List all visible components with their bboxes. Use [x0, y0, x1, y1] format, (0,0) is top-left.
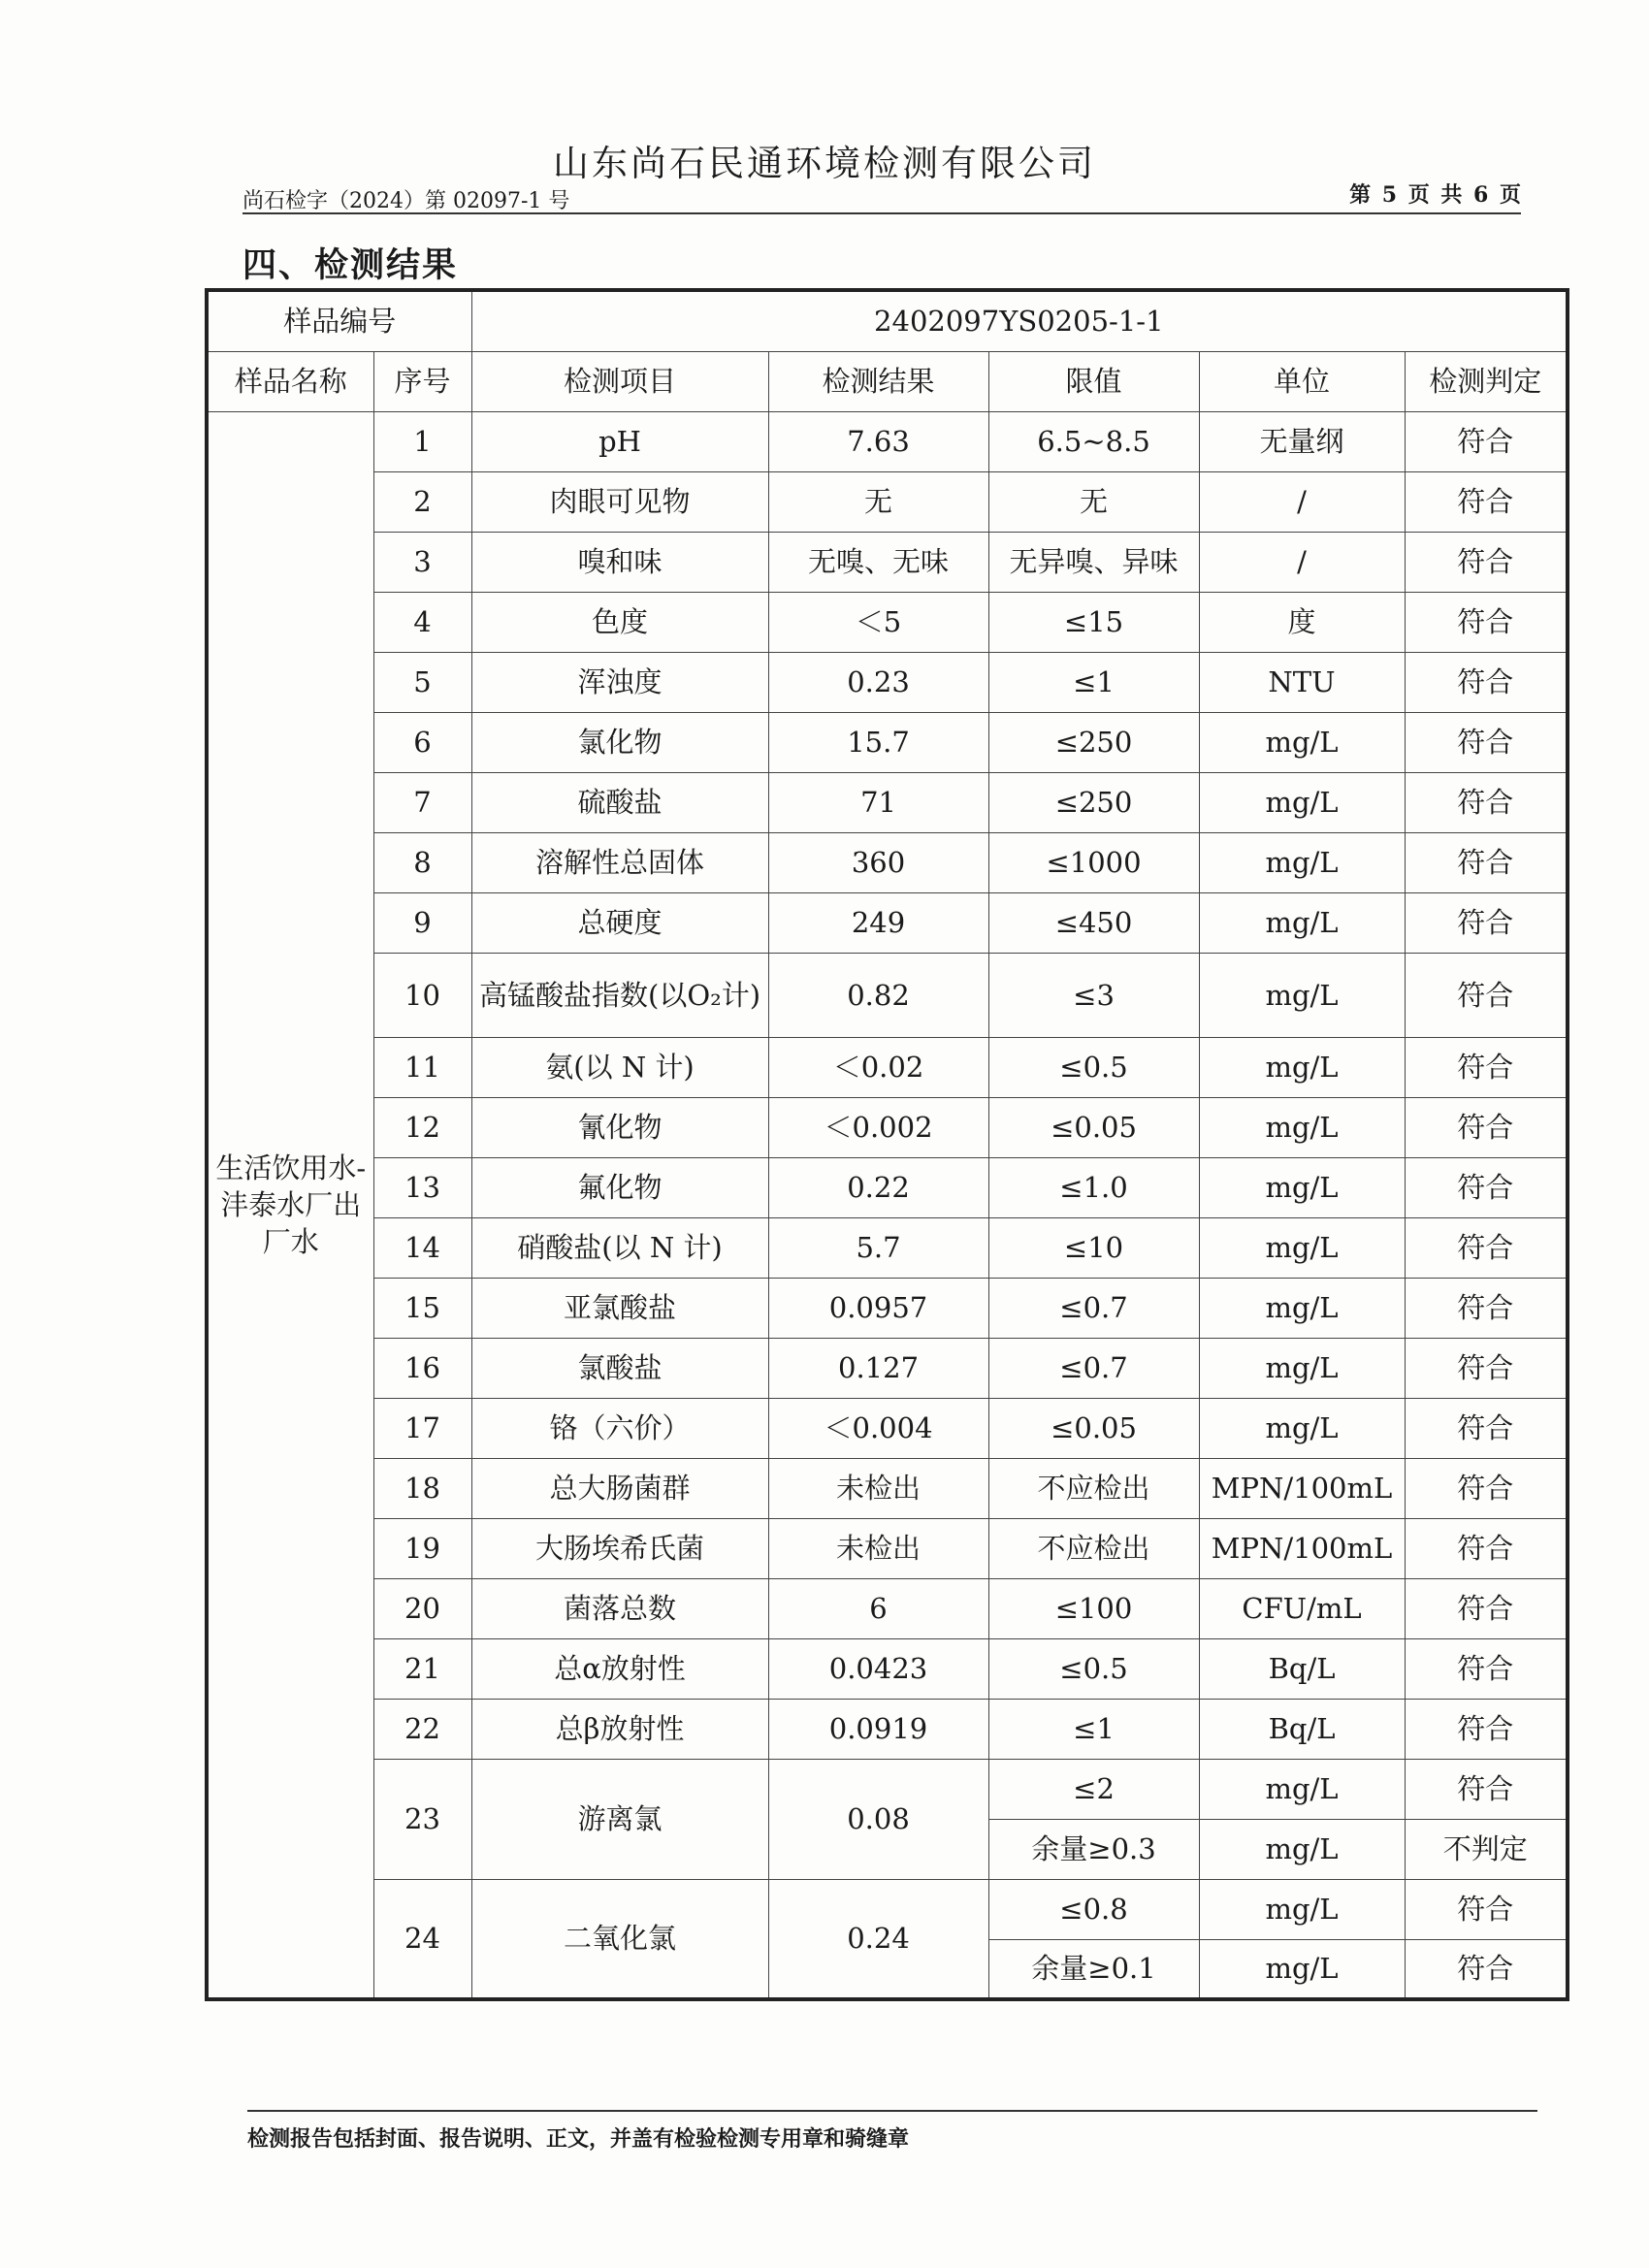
cell-unit: mg/L	[1199, 772, 1405, 832]
cell-limit: 6.5~8.5	[988, 411, 1199, 471]
table-row	[207, 592, 1568, 652]
table-row	[207, 1518, 1568, 1578]
cell-item: 总α放射性	[471, 1638, 768, 1699]
cell-limit: ≤3	[988, 953, 1199, 1037]
cell-no: 6	[373, 712, 471, 772]
cell-unit: MPN/100mL	[1199, 1458, 1405, 1518]
cell-result: 5.7	[768, 1217, 988, 1278]
cell-judge: 符合	[1405, 1699, 1568, 1759]
cell-judge: 符合	[1405, 1578, 1568, 1638]
table-row	[207, 1759, 1568, 1819]
cell-limit: ≤0.8	[988, 1879, 1199, 1939]
col-header: 限值	[988, 351, 1199, 411]
sample-no-label: 样品编号	[207, 290, 471, 351]
cell-limit: ≤450	[988, 892, 1199, 953]
cell-limit: ≤0.5	[988, 1037, 1199, 1097]
cell-unit: mg/L	[1199, 953, 1405, 1037]
cell-judge: 符合	[1405, 1097, 1568, 1157]
cell-judge: 符合	[1405, 1037, 1568, 1097]
cell-limit: ≤1	[988, 652, 1199, 712]
cell-no: 1	[373, 411, 471, 471]
cell-unit: /	[1199, 532, 1405, 592]
cell-result: 未检出	[768, 1458, 988, 1518]
cell-no: 21	[373, 1638, 471, 1699]
cell-no: 14	[373, 1217, 471, 1278]
cell-no: 5	[373, 652, 471, 712]
cell-item: 二氧化氯	[471, 1879, 768, 1999]
cell-unit: 无量纲	[1199, 411, 1405, 471]
cell-unit: NTU	[1199, 652, 1405, 712]
cell-limit: ≤0.05	[988, 1398, 1199, 1458]
cell-no: 13	[373, 1157, 471, 1217]
cell-item: 总大肠菌群	[471, 1458, 768, 1518]
table-row	[207, 772, 1568, 832]
cell-no: 8	[373, 832, 471, 892]
sample-no-row	[207, 290, 1568, 351]
cell-result: 0.22	[768, 1157, 988, 1217]
cell-item: 大肠埃希氏菌	[471, 1518, 768, 1578]
footer-note: 检测报告包括封面、报告说明、正文，并盖有检验检测专用章和骑缝章	[247, 2127, 910, 2152]
cell-judge: 符合	[1405, 1157, 1568, 1217]
cell-item: 硫酸盐	[471, 772, 768, 832]
cell-result: 249	[768, 892, 988, 953]
cell-no: 24	[373, 1879, 471, 1999]
cell-item: 游离氯	[471, 1759, 768, 1879]
table-row	[207, 1037, 1568, 1097]
cell-limit: ≤0.7	[988, 1338, 1199, 1398]
cell-no: 22	[373, 1699, 471, 1759]
table-row	[207, 411, 1568, 471]
col-header: 检测结果	[768, 351, 988, 411]
cell-item: 铬（六价）	[471, 1398, 768, 1458]
cell-no: 12	[373, 1097, 471, 1157]
cell-judge: 符合	[1405, 712, 1568, 772]
cell-item: pH	[471, 411, 768, 471]
col-header: 样品名称	[207, 351, 373, 411]
cell-judge: 符合	[1405, 1518, 1568, 1578]
cell-result: 未检出	[768, 1518, 988, 1578]
results-table	[205, 288, 1569, 2001]
cell-unit: mg/L	[1199, 1097, 1405, 1157]
table-row	[207, 1879, 1568, 1939]
cell-limit: ≤10	[988, 1217, 1199, 1278]
cell-no: 17	[373, 1398, 471, 1458]
cell-judge: 符合	[1405, 953, 1568, 1037]
cell-limit: ≤1.0	[988, 1157, 1199, 1217]
cell-judge: 符合	[1405, 1278, 1568, 1338]
table-row	[207, 892, 1568, 953]
cell-result: ＜5	[768, 592, 988, 652]
cell-result: 无嗅、无味	[768, 532, 988, 592]
cell-unit: mg/L	[1199, 1278, 1405, 1338]
cell-judge: 符合	[1405, 1338, 1568, 1398]
table-row	[207, 1338, 1568, 1398]
cell-unit: mg/L	[1199, 1037, 1405, 1097]
sample-no-value: 2402097YS0205-1-1	[471, 290, 1568, 351]
cell-judge: 符合	[1405, 1458, 1568, 1518]
cell-limit: ≤1	[988, 1699, 1199, 1759]
cell-item: 氰化物	[471, 1097, 768, 1157]
cell-limit: ≤2	[988, 1759, 1199, 1819]
cell-limit: 不应检出	[988, 1518, 1199, 1578]
cell-unit: mg/L	[1199, 1217, 1405, 1278]
cell-no: 9	[373, 892, 471, 953]
cell-judge: 符合	[1405, 1638, 1568, 1699]
cell-no: 4	[373, 592, 471, 652]
cell-unit: 度	[1199, 592, 1405, 652]
cell-unit: mg/L	[1199, 1338, 1405, 1398]
table-row	[207, 1699, 1568, 1759]
cell-judge: 符合	[1405, 1398, 1568, 1458]
cell-item: 浑浊度	[471, 652, 768, 712]
cell-judge: 符合	[1405, 532, 1568, 592]
cell-no: 15	[373, 1278, 471, 1338]
table-row	[207, 532, 1568, 592]
cell-limit: 余量≥0.3	[988, 1819, 1199, 1879]
table-row	[207, 712, 1568, 772]
cell-result: 360	[768, 832, 988, 892]
cell-result: 0.0957	[768, 1278, 988, 1338]
cell-judge: 符合	[1405, 652, 1568, 712]
cell-limit: ≤250	[988, 772, 1199, 832]
cell-no: 20	[373, 1578, 471, 1638]
cell-unit: mg/L	[1199, 832, 1405, 892]
cell-unit: Bq/L	[1199, 1699, 1405, 1759]
cell-result: ＜0.02	[768, 1037, 988, 1097]
cell-no: 16	[373, 1338, 471, 1398]
col-header: 序号	[373, 351, 471, 411]
table-row	[207, 1097, 1568, 1157]
footer-divider	[247, 2110, 1537, 2112]
cell-limit: 无异嗅、异味	[988, 532, 1199, 592]
cell-no: 3	[373, 532, 471, 592]
cell-unit: mg/L	[1199, 1759, 1405, 1819]
table-row	[207, 1157, 1568, 1217]
cell-result: 0.0423	[768, 1638, 988, 1699]
cell-item: 硝酸盐(以 N 计)	[471, 1217, 768, 1278]
cell-item: 菌落总数	[471, 1578, 768, 1638]
cell-result: 0.0919	[768, 1699, 988, 1759]
cell-limit: 余量≥0.1	[988, 1939, 1199, 1999]
cell-unit: mg/L	[1199, 712, 1405, 772]
cell-judge: 符合	[1405, 772, 1568, 832]
cell-no: 10	[373, 953, 471, 1037]
cell-item: 总β放射性	[471, 1699, 768, 1759]
cell-judge: 符合	[1405, 832, 1568, 892]
cell-item: 亚氯酸盐	[471, 1278, 768, 1338]
cell-judge: 符合	[1405, 592, 1568, 652]
sample-name-cell: 生活饮用水-沣泰水厂出厂水	[207, 411, 373, 1999]
table-row	[207, 652, 1568, 712]
cell-item: 氟化物	[471, 1157, 768, 1217]
cell-limit: ≤0.5	[988, 1638, 1199, 1699]
cell-result: ＜0.004	[768, 1398, 988, 1458]
cell-limit: ≤0.7	[988, 1278, 1199, 1338]
cell-item: 总硬度	[471, 892, 768, 953]
cell-item: 溶解性总固体	[471, 832, 768, 892]
col-header: 检测项目	[471, 351, 768, 411]
cell-unit: MPN/100mL	[1199, 1518, 1405, 1578]
cell-judge: 符合	[1405, 892, 1568, 953]
table-row	[207, 953, 1568, 1037]
cell-result: ＜0.002	[768, 1097, 988, 1157]
cell-no: 19	[373, 1518, 471, 1578]
table-row	[207, 471, 1568, 532]
cell-unit: mg/L	[1199, 892, 1405, 953]
cell-result: 71	[768, 772, 988, 832]
cell-item: 色度	[471, 592, 768, 652]
cell-limit: 无	[988, 471, 1199, 532]
cell-result: 0.127	[768, 1338, 988, 1398]
cell-judge: 符合	[1405, 1939, 1568, 1999]
col-header: 检测判定	[1405, 351, 1568, 411]
cell-unit: CFU/mL	[1199, 1578, 1405, 1638]
cell-judge: 不判定	[1405, 1819, 1568, 1879]
cell-result: 0.08	[768, 1759, 988, 1879]
table-row	[207, 1398, 1568, 1458]
cell-result: 7.63	[768, 411, 988, 471]
cell-judge: 符合	[1405, 411, 1568, 471]
table-row	[207, 1458, 1568, 1518]
page-number: 第 5 页 共 6 页	[1349, 182, 1523, 208]
cell-item: 高锰酸盐指数(以O₂计)	[471, 953, 768, 1037]
cell-limit: 不应检出	[988, 1458, 1199, 1518]
table-row	[207, 1217, 1568, 1278]
cell-no: 2	[373, 471, 471, 532]
cell-judge: 符合	[1405, 1759, 1568, 1819]
cell-item: 嗅和味	[471, 532, 768, 592]
column-header-row	[207, 351, 1568, 411]
cell-unit: mg/L	[1199, 1157, 1405, 1217]
cell-result: 6	[768, 1578, 988, 1638]
cell-unit: /	[1199, 471, 1405, 532]
section-title: 四、检测结果	[242, 246, 459, 285]
cell-result: 15.7	[768, 712, 988, 772]
cell-limit: ≤100	[988, 1578, 1199, 1638]
cell-item: 肉眼可见物	[471, 471, 768, 532]
cell-result: 无	[768, 471, 988, 532]
cell-result: 0.82	[768, 953, 988, 1037]
header-divider	[242, 212, 1521, 214]
cell-unit: mg/L	[1199, 1819, 1405, 1879]
table-row	[207, 1578, 1568, 1638]
cell-no: 23	[373, 1759, 471, 1879]
col-header: 单位	[1199, 351, 1405, 411]
company-name: 山东尚石民通环境检测有限公司	[553, 143, 1096, 184]
cell-item: 氨(以 N 计)	[471, 1037, 768, 1097]
cell-limit: ≤250	[988, 712, 1199, 772]
cell-item: 氯化物	[471, 712, 768, 772]
report-number: 尚石检字（2024）第 02097-1 号	[242, 189, 570, 213]
cell-no: 7	[373, 772, 471, 832]
table-row	[207, 1638, 1568, 1699]
cell-judge: 符合	[1405, 1879, 1568, 1939]
table-row	[207, 1278, 1568, 1338]
cell-unit: mg/L	[1199, 1939, 1405, 1999]
cell-unit: Bq/L	[1199, 1638, 1405, 1699]
cell-limit: ≤15	[988, 592, 1199, 652]
cell-limit: ≤0.05	[988, 1097, 1199, 1157]
cell-no: 11	[373, 1037, 471, 1097]
cell-result: 0.24	[768, 1879, 988, 1999]
table-row	[207, 832, 1568, 892]
cell-limit: ≤1000	[988, 832, 1199, 892]
cell-unit: mg/L	[1199, 1879, 1405, 1939]
cell-item: 氯酸盐	[471, 1338, 768, 1398]
cell-judge: 符合	[1405, 471, 1568, 532]
cell-judge: 符合	[1405, 1217, 1568, 1278]
cell-unit: mg/L	[1199, 1398, 1405, 1458]
cell-result: 0.23	[768, 652, 988, 712]
cell-no: 18	[373, 1458, 471, 1518]
